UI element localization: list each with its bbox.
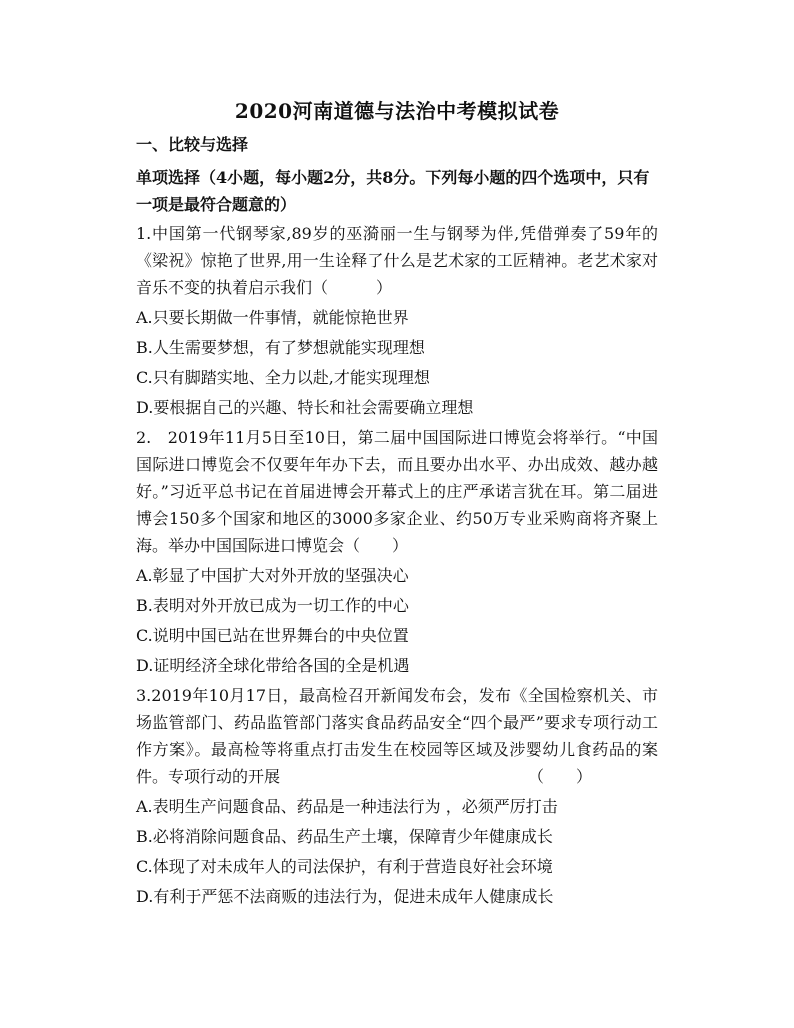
option-c: C.说明中国已站在世界舞台的中央位置 [136, 626, 409, 645]
question-stem: 2. 2019年11月5日至10日，第二届中国国际进口博览会将举行。“中国国际进口博览会不仅要年年办下去，而且要办出水平、办出成效、越办越好。”习近平总书记在首届进博会开幕式上的庄严承诺言犹在耳。第二届进博会150多个国家和地区的3000多家企业、约50万专业采购商将齐聚上海。举办中国国际进口博览会（ ） [136, 428, 658, 555]
question-1 [136, 220, 658, 421]
question-3 [136, 682, 658, 910]
option-b: B.人生需要梦想，有了梦想就能实现理想 [136, 338, 425, 357]
option-d: D.证明经济全球化带给各国的全是机遇 [136, 656, 410, 675]
section-heading: 一、比较与选择 [136, 135, 249, 154]
option-b: B.必将消除问题食品、药品生产土壤，保障青少年健康成长 [136, 827, 553, 846]
question-2 [136, 424, 658, 679]
option-a: A.只要长期做一件事情，就能惊艳世界 [136, 308, 409, 327]
question-stem: 3.2019年10月17日，最高检召开新闻发布会，发布《全国检察机关、市场监管部门、药品监管部门落实食品药品安全“四个最严”要求专项行动工作方案》。最高检等将重点打击发生在校园等区域及涉婴幼儿食药品的案件。专项行动的开展 （ ） [136, 686, 658, 786]
option-c: C.只有脚踏实地、全力以赴,才能实现理想 [136, 368, 430, 387]
option-a: A.表明生产问题食品、药品是一种违法行为 ，必须严厉打击 [136, 797, 558, 816]
exam-page [136, 96, 658, 913]
option-b: B.表明对外开放已成为一切工作的中心 [136, 596, 409, 615]
question-stem: 1.中国第一代钢琴家,89岁的巫漪丽一生与钢琴为伴,凭借弹奏了59年的《梁祝》惊艳了世界,用一生诠释了什么是艺术家的工匠精神。老艺术家对音乐不变的执着启示我们（ ） [136, 224, 658, 297]
option-c: C.体现了对未成年人的司法保护，有利于营造良好社会环境 [136, 857, 553, 876]
section-instruction: 单项选择（4小题，每小题2分，共8分。下列每小题的四个选项中，只有一项是最符合题意的） [136, 168, 650, 214]
option-d: D.有利于严惩不法商贩的违法行为，促进未成年人健康成长 [136, 887, 554, 906]
exam-title: 2020河南道德与法治中考模拟试卷 [234, 99, 560, 123]
option-d: D.要根据自己的兴趣、特长和社会需要确立理想 [136, 398, 474, 417]
option-a: A.彰显了中国扩大对外开放的坚强决心 [136, 566, 409, 585]
